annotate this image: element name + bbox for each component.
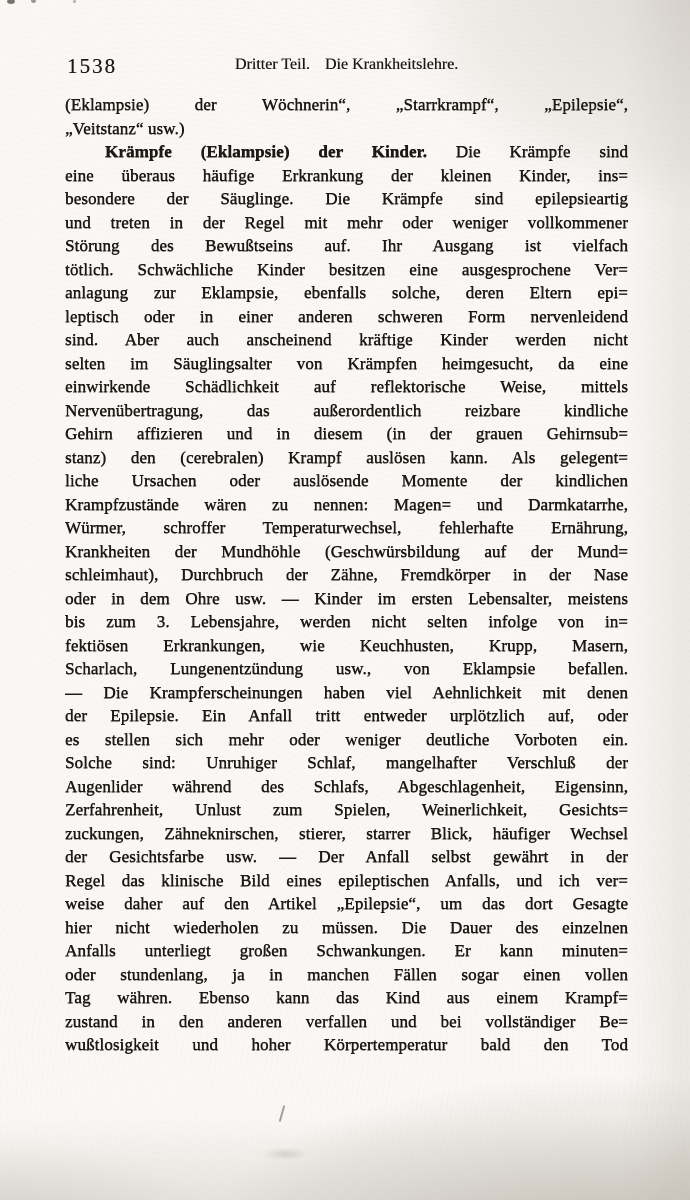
text-run: Störung des Bewußtseins auf. Ihr Ausgang ist vielfach <box>65 236 628 255</box>
ink-speck <box>7 0 15 4</box>
text-line <box>65 140 628 164</box>
text-run: leptisch oder in einer anderen schweren Form nervenleidend <box>65 306 628 326</box>
text-run: Gehirn affizieren und in diesem (in der grauen Gehirnsub= <box>65 424 628 443</box>
text-run: Krankheiten der Mundhöhle (Geschwürsbildung auf der Mund= <box>65 541 628 561</box>
text-line <box>65 657 628 681</box>
text-run: besondere der Säuglinge. Die Krämpfe sind epilepsieartig <box>65 189 628 208</box>
text-line <box>65 281 628 305</box>
text-run: zustand in den anderen verfallen und bei vollständiger Be= <box>65 1011 628 1031</box>
text-run: Augenlider während des Schlafs, Abgeschlagenheit, Eigensinn, <box>65 776 628 796</box>
text-line <box>65 117 628 141</box>
text-line <box>65 916 628 940</box>
text-line <box>65 469 628 493</box>
text-line <box>65 375 628 399</box>
running-header-part-title: Dritter Teil. <box>234 56 310 73</box>
text-line <box>65 328 628 352</box>
text-line <box>65 258 628 282</box>
text-run: „Veitstanz“ usw.) <box>65 118 185 138</box>
text-run: Die Krämpfe sind <box>426 142 628 161</box>
text-run: hier nicht wiederholen zu müssen. Die Dauer des einzelnen <box>65 917 628 937</box>
text-run: Tag währen. Ebenso kann das Kind aus einem Krampf= <box>65 988 628 1007</box>
running-header-part-section: Die Krankheitslehre. <box>324 56 459 73</box>
text-line <box>65 822 628 846</box>
text-run: der Gesichtsfarbe usw. — Der Anfall selbst gewährt in der <box>65 847 628 866</box>
text-run: Solche sind: Unruhiger Schlaf, mangelhafter Verschluß der <box>65 753 628 772</box>
text-run: fektiösen Erkrankungen, wie Keuchhusten, Krupp, Masern, <box>65 635 628 655</box>
page-number: 1538 <box>67 54 117 78</box>
text-run: schleimhaut), Durchbruch der Zähne, Fremdkörper in der Nase <box>65 565 628 584</box>
text-line <box>65 211 628 235</box>
text-line <box>65 234 628 258</box>
text-run: oder stundenlang, ja in manchen Fällen sogar einen vollen <box>65 964 628 984</box>
text-run: selten im Säuglingsalter von Krämpfen heimgesucht, da eine <box>65 353 628 373</box>
text-run: zuckungen, Zähneknirschen, stierer, starrer Blick, häufiger Wechsel <box>65 823 628 843</box>
text-run: Zerfahrenheit, Unlust zum Spielen, Weinerlichkeit, Gesichts= <box>65 800 628 819</box>
text-line <box>65 164 628 188</box>
text-line <box>65 869 628 893</box>
text-line <box>65 1033 628 1057</box>
text-line <box>65 728 628 752</box>
text-line <box>65 493 628 517</box>
text-run: Krampfzustände wären zu nennen: Magen= und Darmkatarrhe, <box>65 494 628 514</box>
text-line <box>65 516 628 540</box>
text-run: stanz) den (cerebralen) Krampf auslösen kann. Als gelegent= <box>65 447 628 467</box>
text-run: weise daher auf den Artikel „Epilepsie“, um das dort Gesagte <box>65 894 628 913</box>
text-run: liche Ursachen oder auslösende Momente der kindlichen <box>65 471 628 490</box>
text-run: Regel das klinische Bild eines epileptischen Anfalls, und ich ver= <box>65 870 628 890</box>
text-run: wußtlosigkeit und hoher Körpertemperatur bald den Tod <box>65 1035 628 1054</box>
ink-speck <box>73 0 76 3</box>
entry-heading: Krämpfe (Eklampsie) der Kinder. <box>105 142 427 161</box>
text-run: sind. Aber auch anscheinend kräftige Kinder werden nicht <box>65 330 628 349</box>
text-run: (Eklampsie) der Wöchnerin“, „Starrkrampf“, „Epilepsie“, <box>65 95 628 114</box>
text-run: — Die Krampferscheinungen haben viel Aehnlichkeit mit denen <box>65 682 628 702</box>
text-run: Nervenübertragung, das außerordentlich reizbare kindliche <box>65 400 628 420</box>
text-line <box>65 1010 628 1034</box>
text-line <box>65 93 628 117</box>
text-line <box>65 963 628 987</box>
text-line <box>65 798 628 822</box>
running-header <box>65 56 628 74</box>
text-line <box>65 892 628 916</box>
text-line <box>65 939 628 963</box>
text-run: Scharlach, Lungenentzündung usw., von Eklampsie befallen. <box>65 659 628 678</box>
ink-speck <box>31 0 36 3</box>
text-line <box>65 610 628 634</box>
text-run: Würmer, schroffer Temperaturwechsel, fehlerhafte Ernährung, <box>65 518 628 537</box>
text-line <box>65 352 628 376</box>
text-line <box>65 751 628 775</box>
text-line <box>65 704 628 728</box>
text-line <box>65 187 628 211</box>
text-line <box>65 305 628 329</box>
text-run: anlagung zur Eklampsie, ebenfalls solche, deren Eltern epi= <box>65 283 628 302</box>
text-line <box>65 446 628 470</box>
text-run: Anfalls unterliegt großen Schwankungen. Er kann minuten= <box>65 941 628 960</box>
text-line <box>65 634 628 658</box>
text-run: tötlich. Schwächliche Kinder besitzen eine ausgesprochene Ver= <box>65 259 628 279</box>
text-run: und treten in der Regel mit mehr oder weniger vollkommener <box>65 212 628 232</box>
text-line <box>65 681 628 705</box>
text-line <box>65 399 628 423</box>
paper-smudge <box>262 1148 308 1160</box>
text-line <box>65 563 628 587</box>
text-run: einwirkende Schädlichkeit auf reflektorische Weise, mittels <box>65 377 628 396</box>
text-run: der Epilepsie. Ein Anfall tritt entweder urplötzlich auf, oder <box>65 706 628 725</box>
text-line <box>65 540 628 564</box>
text-block <box>65 93 628 1057</box>
pen-mark <box>279 1105 285 1122</box>
text-line <box>65 422 628 446</box>
text-run: bis zum 3. Lebensjahre, werden nicht selten infolge von in= <box>65 612 628 631</box>
text-line <box>65 845 628 869</box>
text-run: es stellen sich mehr oder weniger deutliche Vorboten ein. <box>65 729 628 749</box>
text-run: oder in dem Ohre usw. — Kinder im ersten Lebensalter, meistens <box>65 588 628 608</box>
text-line <box>65 587 628 611</box>
text-line <box>65 775 628 799</box>
text-line <box>65 986 628 1010</box>
running-header-row <box>65 52 628 82</box>
text-run: eine überaus häufige Erkrankung der kleinen Kinder, ins= <box>65 165 628 185</box>
